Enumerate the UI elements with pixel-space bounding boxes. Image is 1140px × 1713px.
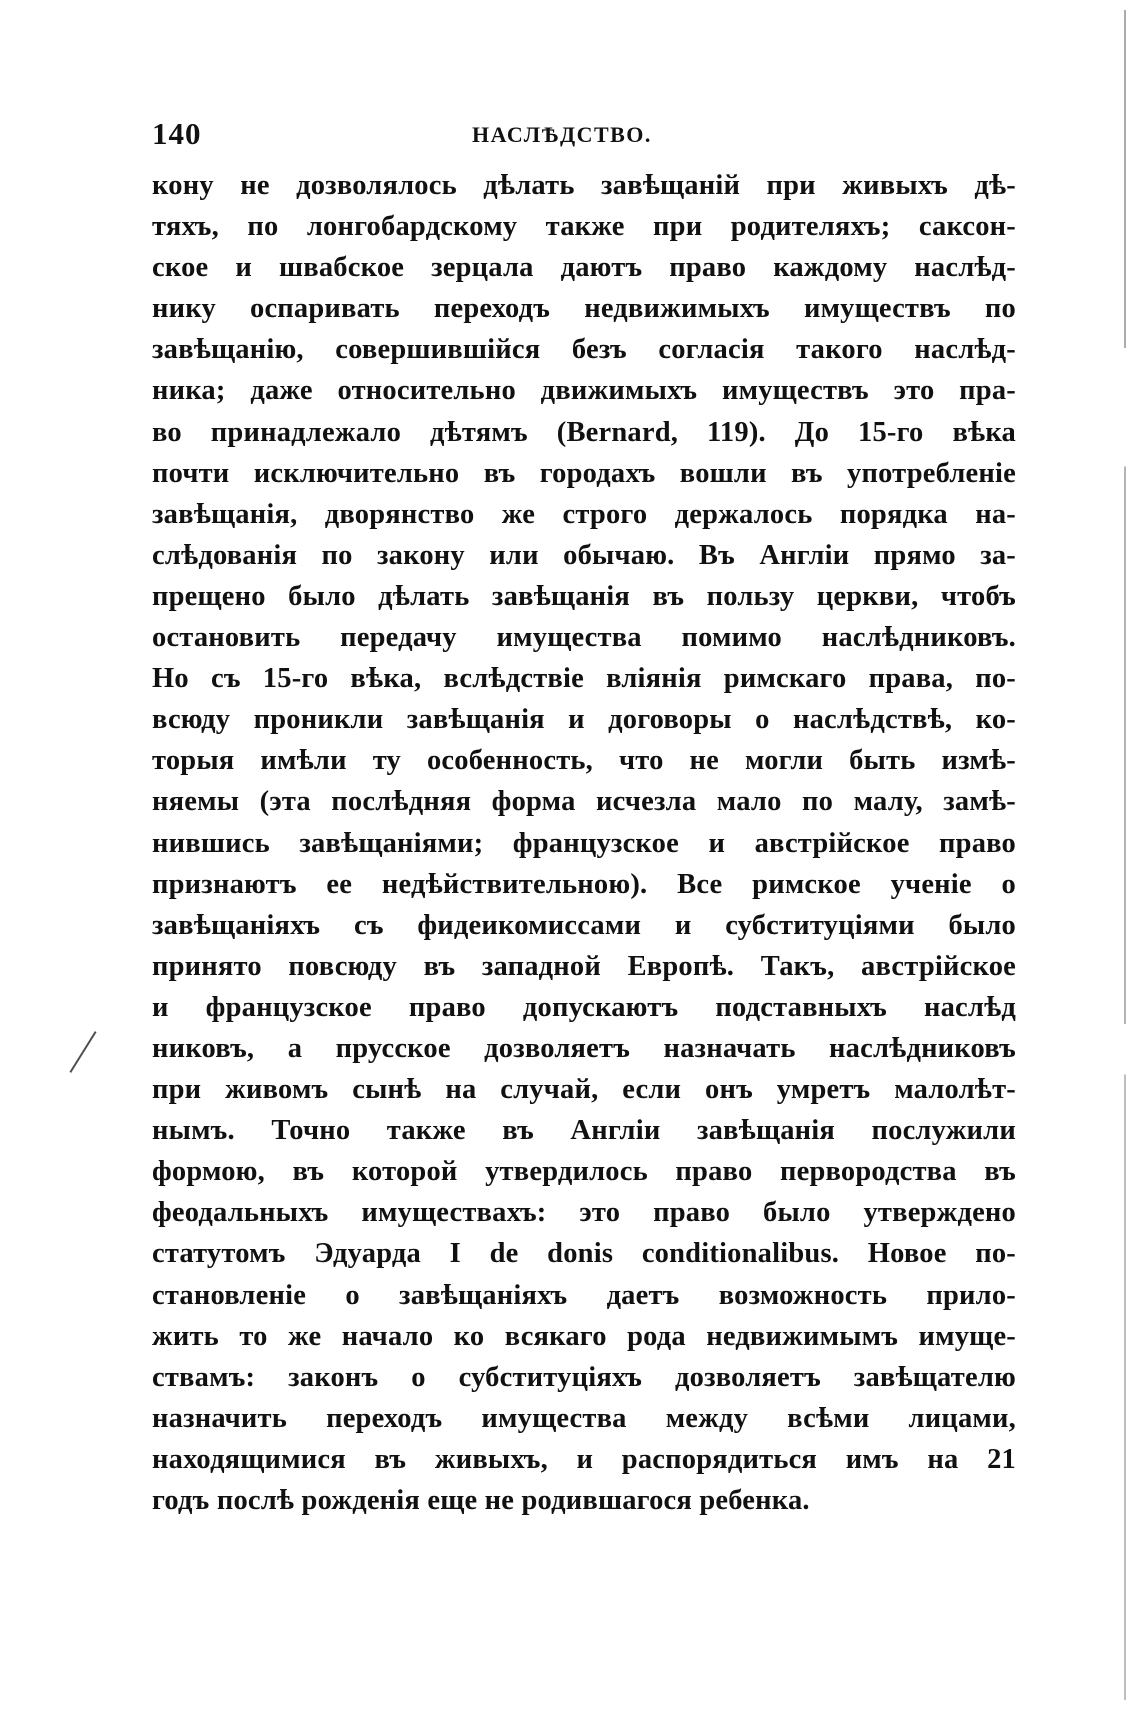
text-line: няемы (эта послѣдняя форма исчезла мало по малу, замѣ- [152, 786, 1016, 818]
text-line: тяхъ, по лонгобардскому также при родителяхъ; саксон- [152, 211, 1016, 243]
text-line: признаютъ ее недѣйствительною). Все римское ученіе о [152, 868, 1016, 900]
text-line: во принадлежало дѣтямъ (Bernard, 119). До 15-го вѣка [152, 416, 1016, 448]
text-line: при живомъ сынѣ на случай, если онъ умретъ малолѣт- [152, 1074, 1016, 1106]
text-line: завѣщанію, совершившійся безъ согласія такого наслѣд- [152, 334, 1016, 366]
text-line: жить то же начало ко всякаго рода недвижимымъ имуще- [152, 1320, 1016, 1352]
text-line: завѣщанія, дворянство же строго держалось порядка на- [152, 498, 1016, 530]
text-line: слѣдованія по закону или обычаю. Въ Англіи прямо за- [152, 539, 1016, 571]
text-line: статутомъ Эдуарда I de donis conditionalibus. Новое по- [152, 1238, 1016, 1270]
text-line: годъ послѣ рожденія еще не родившагося ребенка. [152, 1485, 810, 1516]
text-line: находящимися въ живыхъ, и распорядиться имъ на 21 [152, 1443, 1016, 1475]
text-line: принято повсюду въ западной Европѣ. Такъ, австрійское [152, 950, 1016, 982]
text-line: кону не дозволялось дѣлать завѣщаній при живыхъ дѣ- [152, 170, 1016, 201]
running-head [152, 112, 1008, 162]
text-line: Но съ 15-го вѣка, вслѣдствіе вліянія римскаго права, по- [152, 663, 1016, 695]
text-line: всюду проникли завѣщанія и договоры о наслѣдствѣ, ко- [152, 704, 1016, 736]
text-line: нившись завѣщаніями; французское и австрійское право [152, 827, 1016, 859]
text-line: ское и швабское зерцала даютъ право каждому наслѣд- [152, 252, 1016, 284]
text-line: нымъ. Точно также въ Англіи завѣщанія послужили [152, 1115, 1016, 1147]
page-edge-shadow [1124, 10, 1126, 1700]
text-line: ника; даже относительно движимыхъ имуществъ это пра- [152, 375, 1016, 407]
text-line: и французское право допускаютъ подставныхъ наслѣд [152, 991, 1016, 1023]
text-line: почти исключительно въ городахъ вошли въ употребленіе [152, 457, 1016, 489]
text-line: ствамъ: законъ о субституціяхъ дозволяетъ завѣщателю [152, 1361, 1016, 1393]
text-line: торыя имѣли ту особенность, что не могли быть измѣ- [152, 745, 1016, 777]
body-text [152, 165, 1016, 1521]
text-line: никовъ, а прусское дозволяетъ назначать наслѣдниковъ [152, 1032, 1016, 1064]
text-line: нику оспаривать переходъ недвижимыхъ имуществъ по [152, 293, 1016, 325]
text-line: прещено было дѣлать завѣщанія въ пользу церкви, чтобъ [152, 580, 1016, 612]
text-line: формою, въ которой утвердилось право первородства въ [152, 1156, 1016, 1188]
margin-pencil-mark [69, 1031, 96, 1073]
running-title: НАСЛѢДСТВО. [472, 122, 652, 147]
text-line: феодальныхъ имуществахъ: это право было утверждено [152, 1197, 1016, 1229]
text-line: становленіе о завѣщаніяхъ даетъ возможность прило- [152, 1279, 1016, 1311]
page-number: 140 [152, 116, 202, 151]
text-line: остановить передачу имущества помимо наслѣдниковъ. [152, 622, 1016, 654]
text-line: назначить переходъ имущества между всѣми лицами, [152, 1402, 1016, 1434]
text-line: завѣщаніяхъ съ фидеикомиссами и субституціями было [152, 909, 1016, 941]
